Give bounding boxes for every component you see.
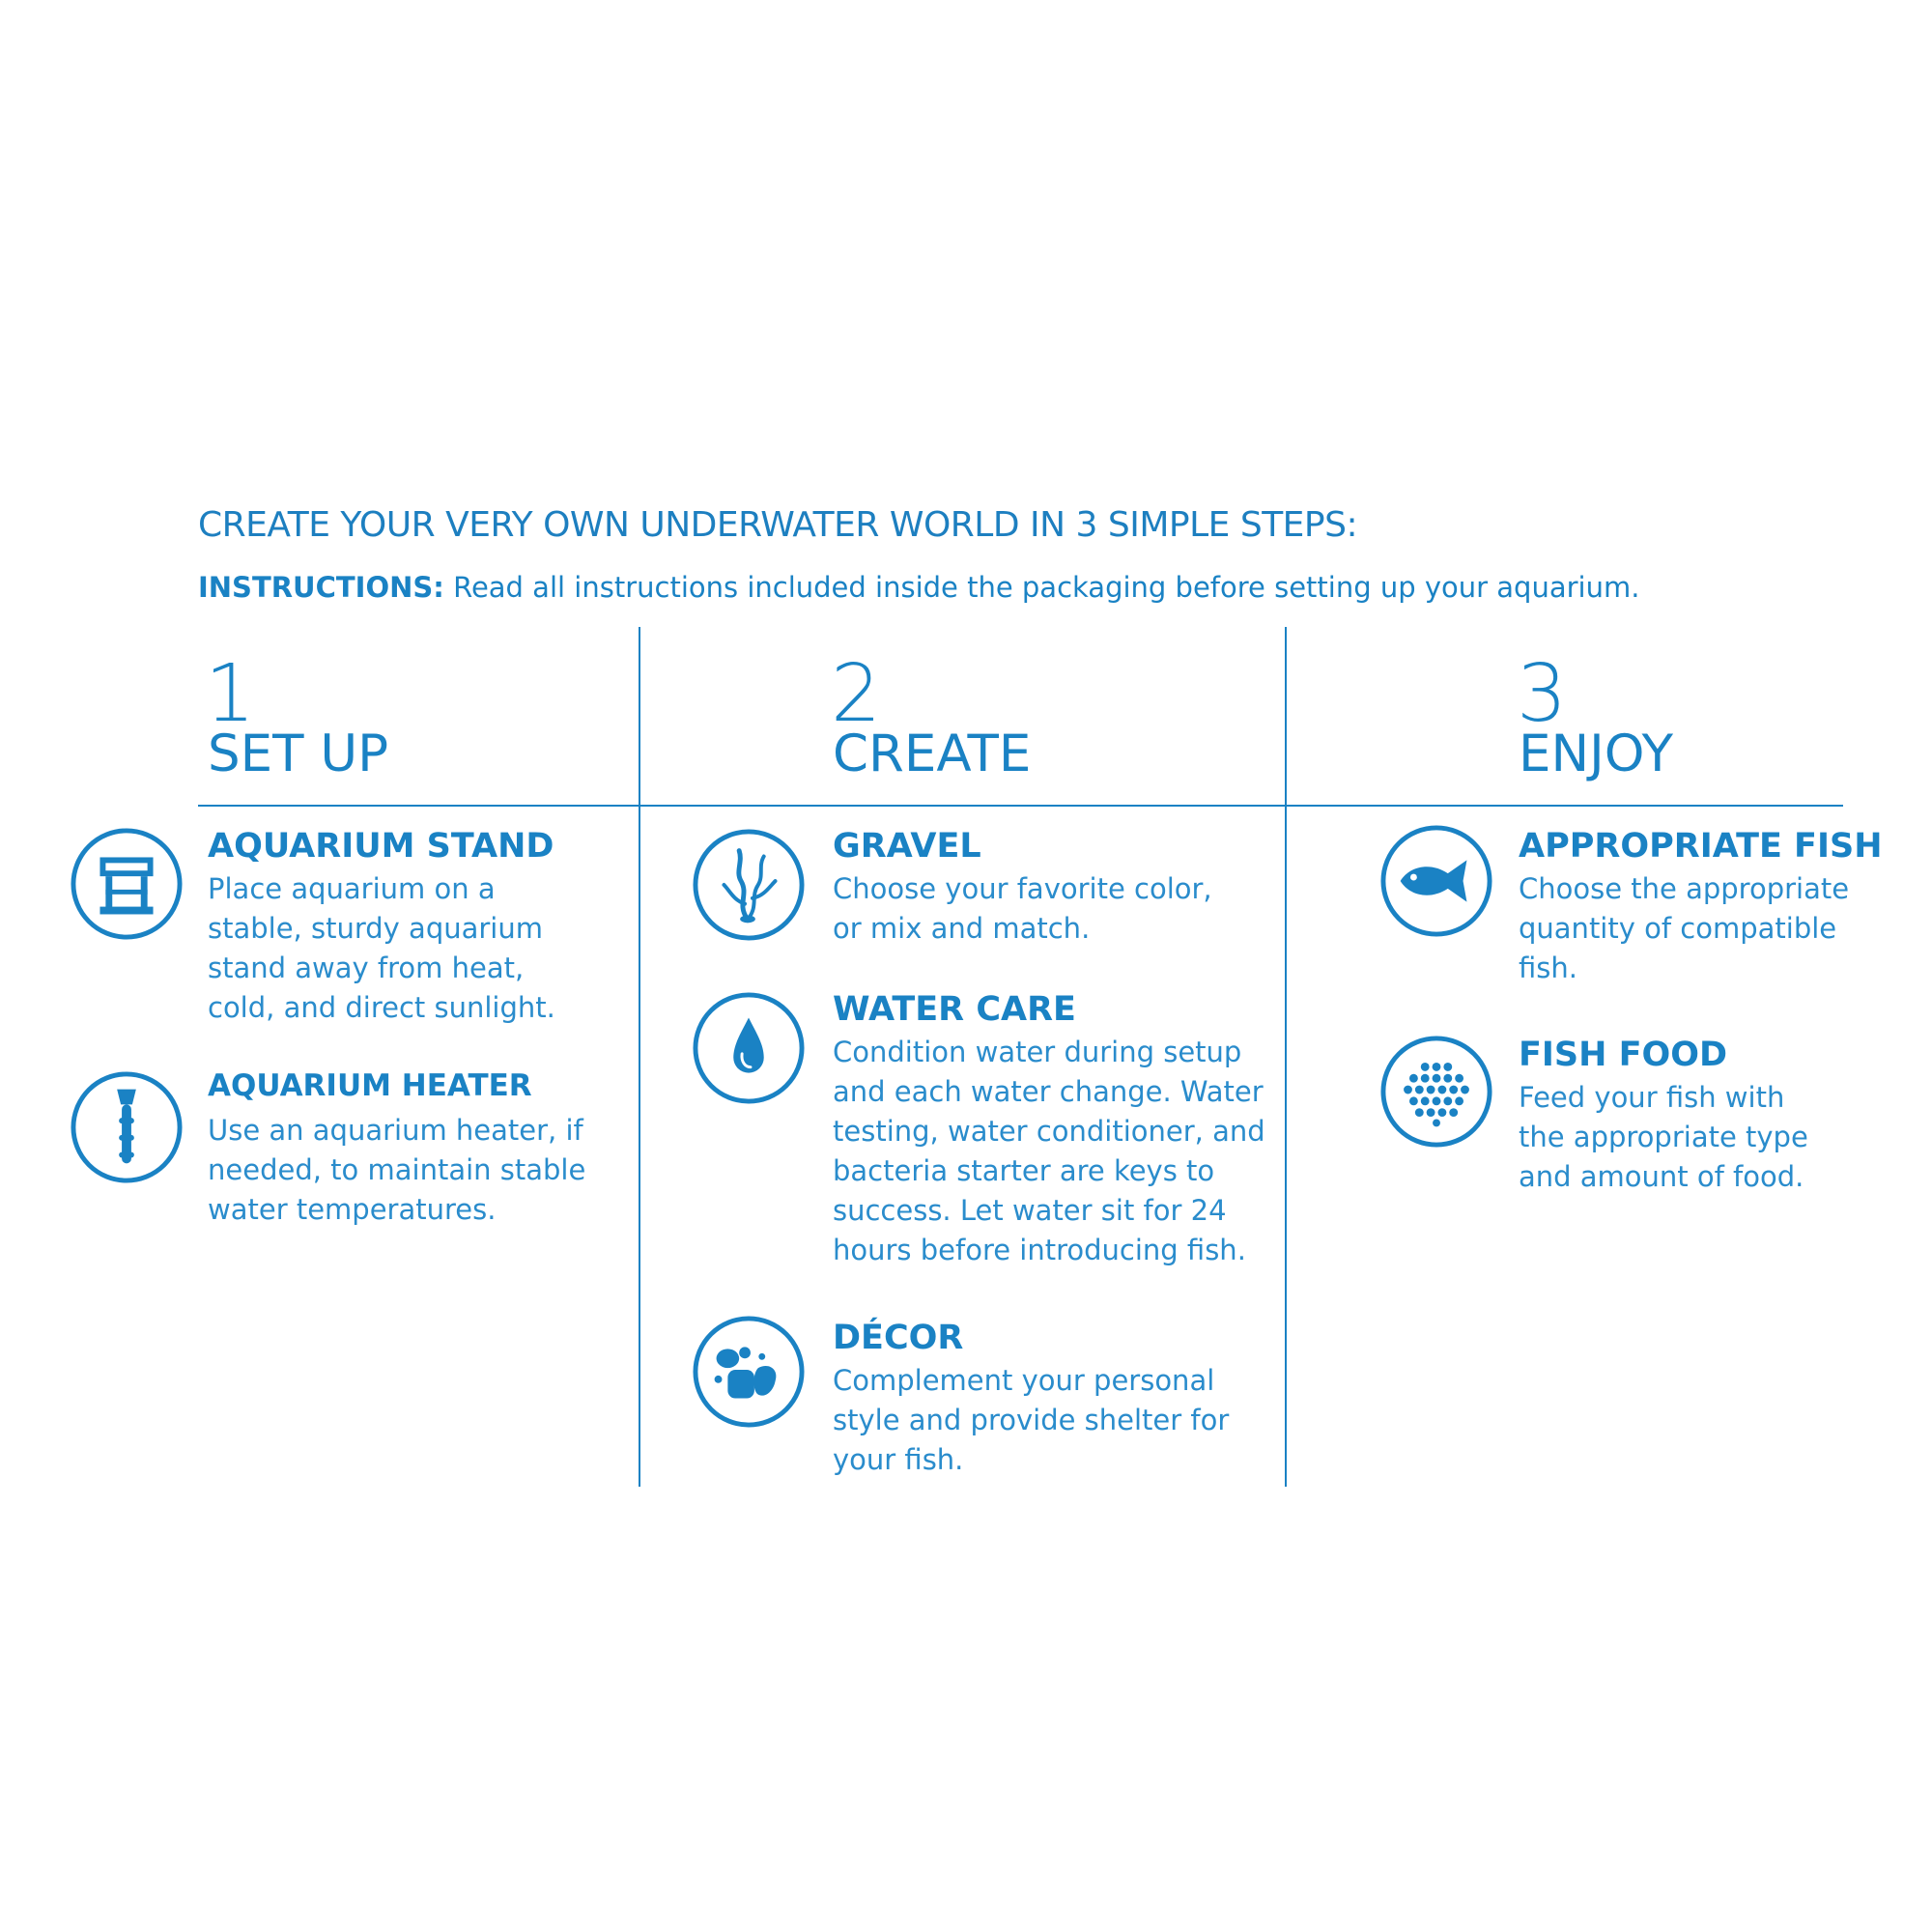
column-divider-2 bbox=[1285, 627, 1287, 1487]
instructions-text: Read all instructions included inside the packaging before setting up your aquarium. bbox=[443, 571, 1640, 604]
page-headline: CREATE YOUR VERY OWN UNDERWATER WORLD IN 3 SIMPLE STEPS: bbox=[198, 505, 1358, 545]
item-text-decor: Complement your personal style and provide shelter for your fish. bbox=[833, 1364, 1230, 1476]
item-text-fish-food: Feed your fish with the appropriate type and amount of food. bbox=[1519, 1081, 1808, 1193]
item-title-gravel: GRAVEL bbox=[833, 827, 981, 866]
item-title-appropriate-fish: APPROPRIATE FISH bbox=[1519, 827, 1883, 866]
instructions-label: INSTRUCTIONS: bbox=[198, 571, 444, 604]
item-text-water-care: Condition water during setup and each water change. Water testing, water conditioner, and bacteria starter are keys to success. Let water sit for 24 hours before introducing fish. bbox=[833, 1036, 1265, 1266]
item-text-appropriate-fish: Choose the appropriate quantity of compatible fish. bbox=[1519, 872, 1850, 984]
column-divider-1 bbox=[639, 627, 640, 1487]
item-text-aquarium-heater: Use an aquarium heater, if needed, to maintain stable water temperatures. bbox=[208, 1114, 586, 1226]
item-title-aquarium-stand: AQUARIUM STAND bbox=[208, 827, 554, 866]
rocks-icon bbox=[692, 1315, 806, 1429]
item-text-gravel: Choose your favorite color, or mix and match. bbox=[833, 872, 1212, 945]
step-2-title: CREATE bbox=[833, 724, 1032, 783]
header-divider bbox=[198, 805, 1843, 807]
aquarium-heater-icon bbox=[70, 1070, 184, 1184]
step-3-title: ENJOY bbox=[1519, 724, 1673, 783]
fish-food-icon bbox=[1379, 1035, 1493, 1149]
instructions-line bbox=[198, 571, 1639, 604]
plant-icon bbox=[692, 828, 806, 942]
item-title-decor: DÉCOR bbox=[833, 1319, 964, 1357]
item-title-water-care: WATER CARE bbox=[833, 990, 1076, 1029]
step-2-number: 2 bbox=[831, 648, 882, 740]
fish-icon bbox=[1379, 824, 1493, 938]
aquarium-stand-icon bbox=[70, 827, 184, 941]
item-title-aquarium-heater: AQUARIUM HEATER bbox=[208, 1068, 532, 1103]
step-3-number: 3 bbox=[1517, 648, 1568, 740]
item-text-aquarium-stand: Place aquarium on a stable, sturdy aquarium stand away from heat, cold, and direct sunlight. bbox=[208, 872, 555, 1024]
step-1-title: SET UP bbox=[208, 724, 389, 783]
item-title-fish-food: FISH FOOD bbox=[1519, 1036, 1728, 1074]
water-drop-icon bbox=[692, 991, 806, 1105]
step-1-number: 1 bbox=[205, 648, 256, 740]
